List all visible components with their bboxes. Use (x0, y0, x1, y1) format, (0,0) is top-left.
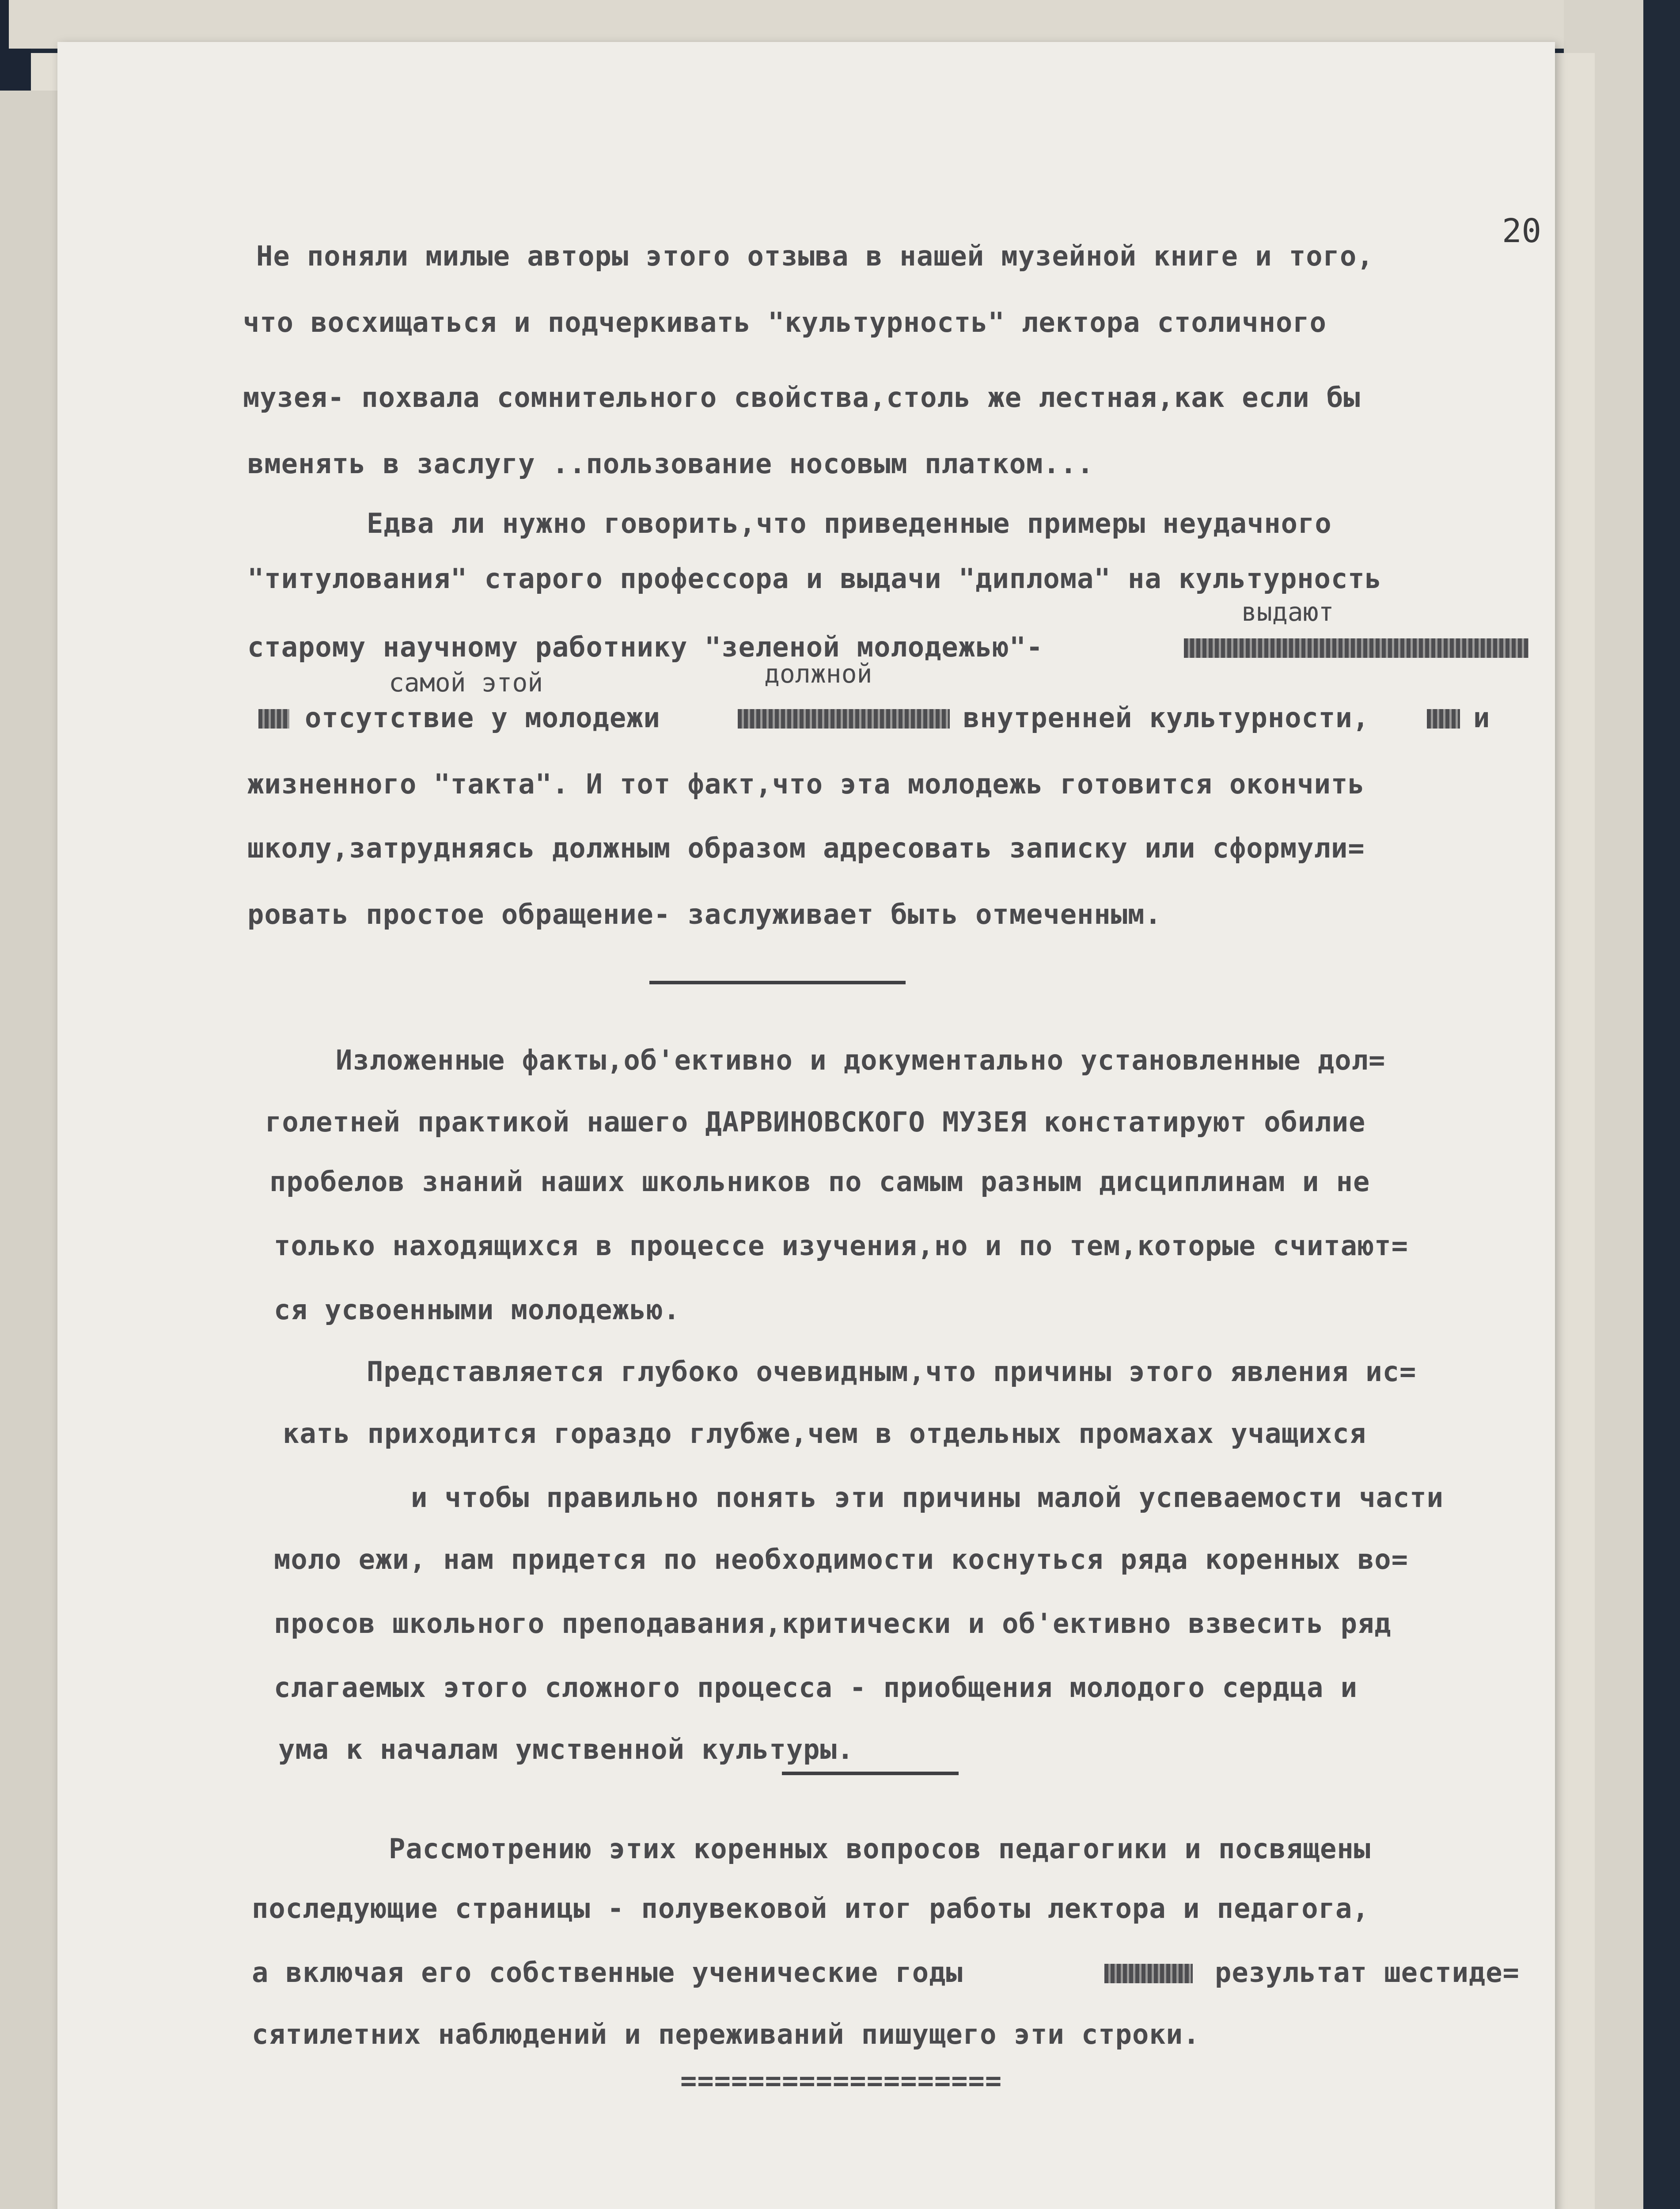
crossed-out-text (258, 709, 289, 729)
crossed-out-text (1184, 638, 1528, 658)
p3-line-4: только находящихся в процессе изучения,но и по тем,которые считают= (274, 1230, 1408, 1262)
typed-page (57, 42, 1555, 2209)
p3-line-1: Изложенные факты,об'ективно и документально установленные дол= (336, 1044, 1386, 1076)
back-sheet-top (9, 0, 1643, 49)
p1-line-4: вменять в заслугу ..пользование носовым платком... (247, 448, 1094, 480)
end-mark: =================== (680, 2065, 1002, 2097)
p2-line-6: школу,затрудняясь должным образом адресовать записку или сформули= (247, 832, 1365, 864)
insert-samoy-etoy: самой этой (389, 668, 543, 698)
p4-line-1: Представляется глубоко очевидным,что причины этого явления ис= (367, 1355, 1417, 1388)
p4-line-4: моло ежи, нам придется по необходимости коснуться ряда коренных во= (274, 1543, 1408, 1575)
p3-line-3: пробелов знаний наших школьников по самым разным дисциплинам и не (269, 1165, 1370, 1198)
p4-line-6: слагаемых этого сложного процесса - приобщения молодого сердца и (274, 1671, 1358, 1704)
crossed-out-text (1427, 709, 1460, 729)
p5-line-2: последующие страницы - полувековой итог работы лектора и педагога, (252, 1892, 1369, 1924)
p2-line-3: старому научному работнику "зеленой молодежью"- (247, 631, 1043, 663)
p3-line-2: голетней практикой нашего ДАРВИНОВСКОГО МУЗЕЯ констатируют обилие (265, 1106, 1366, 1138)
p4-line-2: кать приходится гораздо глубже,чем в отдельных промахах учащихся (283, 1417, 1366, 1450)
section-divider (782, 1772, 959, 1775)
p4-line-5: просов школьного преподавания,критически и об'ективно взвесить ряд (274, 1607, 1392, 1640)
p2-line-5: жизненного "такта". И тот факт,что эта молодежь готовится окончить (247, 768, 1365, 800)
p2-line-4c: и (1473, 702, 1490, 734)
insert-dolzhnoy: должной (764, 659, 872, 689)
crossed-out-text (738, 709, 950, 729)
p4-line-3: и чтобы правильно понять эти причины малой успеваемости части (411, 1481, 1444, 1514)
p4-line-7: ума к началам умственной культуры. (278, 1733, 854, 1765)
p5-line-4: сятилетних наблюдений и переживаний пишущего эти строки. (252, 2018, 1200, 2050)
p1-line-3: музея- похвала сомнительного свойства,столь же лестная,как если бы (243, 381, 1361, 414)
p2-line-4b: внутренней культурности, (963, 702, 1369, 734)
p1-line-2: что восхищаться и подчеркивать "культурность" лектора столичного (243, 306, 1327, 338)
p2-line-2: "титулования" старого профессора и выдачи "диплома" на культурность (247, 562, 1382, 595)
insert-vydayut: выдают (1241, 597, 1334, 627)
page-number: 20 (1502, 212, 1542, 250)
p5-line-1: Рассмотрению этих коренных вопросов педагогики и посвящены (389, 1833, 1371, 1865)
p3-line-5: ся усвоенными молодежью. (274, 1294, 680, 1326)
p2-line-7: ровать простое обращение- заслуживает быть отмеченным. (247, 898, 1162, 930)
p5-line-3a: а включая его собственные ученические годы (252, 1956, 963, 1989)
p2-line-1: Едва ли нужно говорить,что приведенные примеры неудачного (367, 507, 1332, 539)
left-sheet (0, 91, 65, 2209)
crossed-out-text (1104, 1964, 1193, 1983)
p5-line-3b: результат шестиде= (1215, 1956, 1520, 1989)
p2-line-4a: отсутствие у молодежи (305, 702, 660, 734)
section-divider (649, 981, 906, 984)
p1-line-1: Не поняли милые авторы этого отзыва в нашей музейной книге и того, (256, 240, 1374, 272)
